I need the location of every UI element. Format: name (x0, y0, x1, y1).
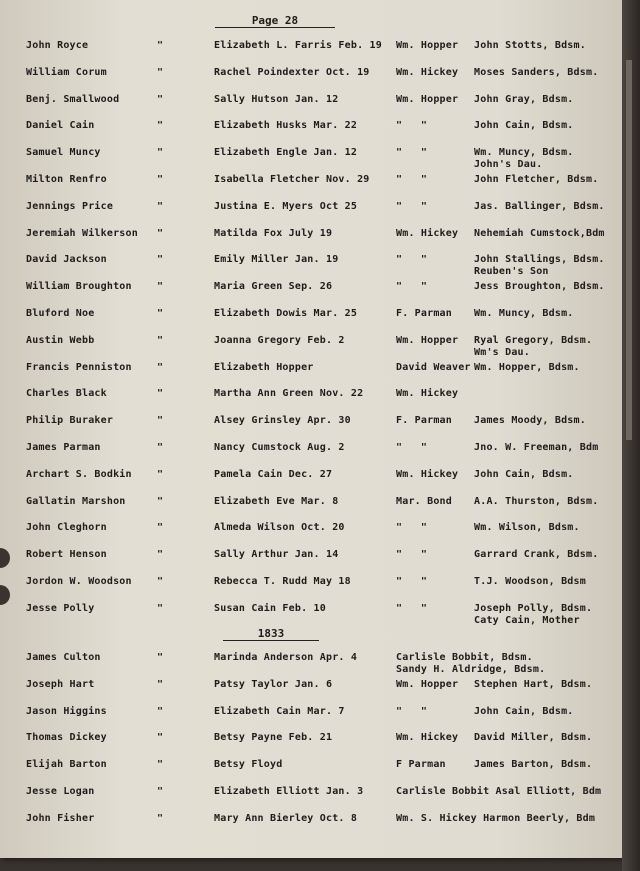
groom-name: Benj. Smallwood (26, 93, 120, 105)
bride-and-date: Elizabeth Cain Mar. 7 (214, 705, 345, 717)
groom-name: Thomas Dickey (26, 732, 107, 744)
ditto-mark: " (157, 732, 164, 744)
ditto-mark: " (157, 576, 164, 587)
ditto-mark: " (157, 812, 164, 824)
officiant: Wm. S. Hickey Harmon Beerly, Bdm (396, 812, 596, 824)
bride-and-date: Nancy Cumstock Aug. 2 (214, 442, 345, 453)
officiant: " " (396, 281, 428, 293)
bride-and-date: Betsy Payne Feb. 21 (214, 732, 333, 744)
bondsman: John Gray, Bdsm. (474, 93, 574, 105)
officiant: " " (396, 120, 428, 132)
officiant: " " (396, 254, 428, 266)
marriage-entry (0, 442, 622, 468)
officiant: Mar. Bond (396, 495, 452, 507)
bondsman: David Miller, Bdsm. (474, 732, 593, 744)
marriage-entry (0, 362, 622, 388)
marriage-entry (0, 576, 622, 602)
marriage-entry (0, 335, 622, 361)
marriage-entry (0, 281, 622, 307)
bondsman: A.A. Thurston, Bdsm. (474, 495, 599, 507)
marriage-entry (0, 201, 622, 227)
year-heading: 1833 (223, 627, 319, 641)
bondsman: Jas. Ballinger, Bdsm. (474, 200, 605, 212)
page-title: Page 28 (215, 14, 335, 28)
bride-and-date: Marinda Anderson Apr. 4 (214, 652, 358, 663)
marriage-entry (0, 813, 622, 839)
officiant: Wm. Hickey (396, 388, 459, 400)
bride-and-date: Betsy Floyd (214, 759, 283, 771)
groom-name: Charles Black (26, 388, 107, 400)
ditto-mark: " (157, 495, 164, 507)
bondsman: Garrard Crank, Bdsm. (474, 549, 599, 561)
officiant: F. Parman (396, 415, 452, 427)
officiant: " " (396, 442, 428, 453)
bride-and-date: Elizabeth L. Farris Feb. 19 (214, 40, 382, 51)
marriage-entry (0, 679, 622, 705)
bride-and-date: Alsey Grinsley Apr. 30 (214, 415, 351, 427)
bride-and-date: Maria Green Sep. 26 (214, 281, 333, 293)
bondsman: John Stallings, Bdsm. Reuben's Son (474, 254, 605, 278)
ditto-mark: " (157, 759, 164, 771)
groom-name: Samuel Muncy (26, 147, 101, 159)
ditto-mark: " (157, 93, 164, 105)
marriage-entry (0, 40, 622, 66)
marriage-entry (0, 603, 622, 629)
bondsman: John Cain, Bdsm. (474, 705, 574, 717)
marriage-entry (0, 174, 622, 200)
ditto-mark: " (157, 678, 164, 690)
groom-name: Robert Henson (26, 549, 107, 561)
ditto-mark: " (157, 705, 164, 717)
officiant: Wm. Hickey (396, 66, 459, 78)
groom-name: Gallatin Marshon (26, 495, 126, 507)
marriage-entry (0, 732, 622, 758)
groom-name: Jordon W. Woodson (26, 576, 132, 587)
bondsman: Wm. Wilson, Bdsm. (474, 522, 580, 534)
officiant: Wm. Hickey (396, 227, 459, 239)
marriage-entry (0, 415, 622, 441)
groom-name: Bluford Noe (26, 308, 95, 319)
officiant: Wm. Hickey (396, 468, 459, 480)
marriage-entry (0, 549, 622, 575)
groom-name: John Fisher (26, 812, 95, 824)
officiant: " " (396, 549, 428, 561)
groom-name: William Broughton (26, 281, 132, 293)
officiant: Wm. Hopper (396, 93, 459, 105)
bondsman: Jess Broughton, Bdsm. (474, 281, 605, 293)
groom-name: Austin Webb (26, 334, 95, 346)
officiant: " " (396, 602, 428, 614)
bride-and-date: Elizabeth Eve Mar. 8 (214, 495, 339, 507)
officiant: " " (396, 147, 428, 159)
ditto-mark: " (157, 120, 164, 132)
officiant: F Parman (396, 759, 446, 771)
officiant: Wm. Hopper (396, 40, 459, 51)
marriage-entry (0, 228, 622, 254)
officiant: David Weaver (396, 361, 471, 373)
ditto-mark: " (157, 281, 164, 293)
groom-name: Jeremiah Wilkerson (26, 227, 138, 239)
bride-and-date: Rachel Poindexter Oct. 19 (214, 66, 370, 78)
ditto-mark: " (157, 174, 164, 185)
marriage-entry (0, 706, 622, 732)
marriage-entry (0, 388, 622, 414)
groom-name: Jesse Logan (26, 786, 95, 797)
ditto-mark: " (157, 200, 164, 212)
bride-and-date: Sally Hutson Jan. 12 (214, 93, 339, 105)
officiant: " " (396, 200, 428, 212)
groom-name: James Culton (26, 652, 101, 663)
groom-name: Daniel Cain (26, 120, 95, 132)
bride-and-date: Joanna Gregory Feb. 2 (214, 334, 345, 346)
officiant: Carlisle Bobbit Asal Elliott, Bdm (396, 786, 602, 797)
bondsman: Wm. Hopper, Bdsm. (474, 361, 580, 373)
bondsman: Nehemiah Cumstock,Bdm (474, 227, 605, 239)
bride-and-date: Elizabeth Dowis Mar. 25 (214, 308, 358, 319)
ditto-mark: " (157, 227, 164, 239)
officiant: " " (396, 705, 428, 717)
bondsman: James Barton, Bdsm. (474, 759, 593, 771)
officiant: F. Parman (396, 308, 452, 319)
bondsman: James Moody, Bdsm. (474, 415, 586, 427)
bondsman: John Cain, Bdsm. (474, 468, 574, 480)
groom-name: Philip Buraker (26, 415, 114, 427)
groom-name: William Corum (26, 66, 107, 78)
bride-and-date: Isabella Fletcher Nov. 29 (214, 174, 370, 185)
groom-name: Archart S. Bodkin (26, 468, 132, 480)
ditto-mark: " (157, 40, 164, 51)
ditto-mark: " (157, 442, 164, 453)
officiant: Carlisle Bobbit, Bdsm. Sandy H. Aldridge, Bdsm. (396, 652, 546, 675)
marriage-entry (0, 759, 622, 785)
ditto-mark: " (157, 334, 164, 346)
bondsman: John Fletcher, Bdsm. (474, 174, 599, 185)
ditto-mark: " (157, 388, 164, 400)
bondsman: Jno. W. Freeman, Bdm (474, 442, 599, 453)
marriage-entry (0, 67, 622, 93)
groom-name: John Cleghorn (26, 522, 107, 534)
page-edge (622, 0, 640, 871)
groom-name: James Parman (26, 442, 101, 453)
bride-and-date: Sally Arthur Jan. 14 (214, 549, 339, 561)
bride-and-date: Elizabeth Engle Jan. 12 (214, 147, 358, 159)
marriage-entry (0, 120, 622, 146)
officiant: Wm. Hopper (396, 678, 459, 690)
ditto-mark: " (157, 652, 164, 663)
bride-and-date: Mary Ann Bierley Oct. 8 (214, 812, 358, 824)
officiant: " " (396, 522, 428, 534)
groom-name: David Jackson (26, 254, 107, 266)
groom-name: Francis Penniston (26, 361, 132, 373)
ditto-mark: " (157, 361, 164, 373)
bride-and-date: Elizabeth Elliott Jan. 3 (214, 786, 364, 797)
bride-and-date: Rebecca T. Rudd May 18 (214, 576, 351, 587)
bride-and-date: Almeda Wilson Oct. 20 (214, 522, 345, 534)
officiant: " " (396, 576, 428, 587)
groom-name: John Royce (26, 40, 89, 51)
bride-and-date: Martha Ann Green Nov. 22 (214, 388, 364, 400)
groom-name: Joseph Hart (26, 678, 95, 690)
groom-name: Elijah Barton (26, 759, 107, 771)
ditto-mark: " (157, 549, 164, 561)
ditto-mark: " (157, 308, 164, 319)
officiant: Wm. Hopper (396, 334, 459, 346)
ditto-mark: " (157, 147, 164, 159)
marriage-entry (0, 652, 622, 678)
officiant: " " (396, 174, 428, 185)
marriage-entry (0, 147, 622, 173)
ditto-mark: " (157, 786, 164, 797)
bondsman: Wm. Muncy, Bdsm. John's Dau. (474, 147, 574, 171)
groom-name: Milton Renfro (26, 174, 107, 185)
bondsman: Stephen Hart, Bdsm. (474, 678, 593, 690)
bride-and-date: Elizabeth Hopper (214, 361, 314, 373)
bondsman: John Cain, Bdsm. (474, 120, 574, 132)
ditto-mark: " (157, 602, 164, 614)
bride-and-date: Pamela Cain Dec. 27 (214, 468, 333, 480)
marriage-entry (0, 522, 622, 548)
groom-name: Jesse Polly (26, 602, 95, 614)
groom-name: Jennings Price (26, 200, 114, 212)
bride-and-date: Matilda Fox July 19 (214, 227, 333, 239)
bondsman: Moses Sanders, Bdsm. (474, 66, 599, 78)
bondsman: T.J. Woodson, Bdsm (474, 576, 586, 587)
marriage-entry (0, 469, 622, 495)
ditto-mark: " (157, 66, 164, 78)
bondsman: Ryal Gregory, Bdsm. Wm's Dau. (474, 334, 593, 358)
ditto-mark: " (157, 254, 164, 266)
ditto-mark: " (157, 468, 164, 480)
marriage-entry (0, 308, 622, 334)
marriage-entry (0, 786, 622, 812)
bride-and-date: Justina E. Myers Oct 25 (214, 200, 358, 212)
officiant: Wm. Hickey (396, 732, 459, 744)
bondsman: Wm. Muncy, Bdsm. (474, 308, 574, 319)
marriage-entry (0, 254, 622, 280)
bondsman: John Stotts, Bdsm. (474, 40, 586, 51)
bride-and-date: Emily Miller Jan. 19 (214, 254, 339, 266)
groom-name: Jason Higgins (26, 705, 107, 717)
bondsman: Joseph Polly, Bdsm. Caty Cain, Mother (474, 602, 593, 626)
bride-and-date: Susan Cain Feb. 10 (214, 602, 326, 614)
bride-and-date: Elizabeth Husks Mar. 22 (214, 120, 358, 132)
ditto-mark: " (157, 522, 164, 534)
ditto-mark: " (157, 415, 164, 427)
marriage-entry (0, 496, 622, 522)
bride-and-date: Patsy Taylor Jan. 6 (214, 678, 333, 690)
marriage-entry (0, 94, 622, 120)
